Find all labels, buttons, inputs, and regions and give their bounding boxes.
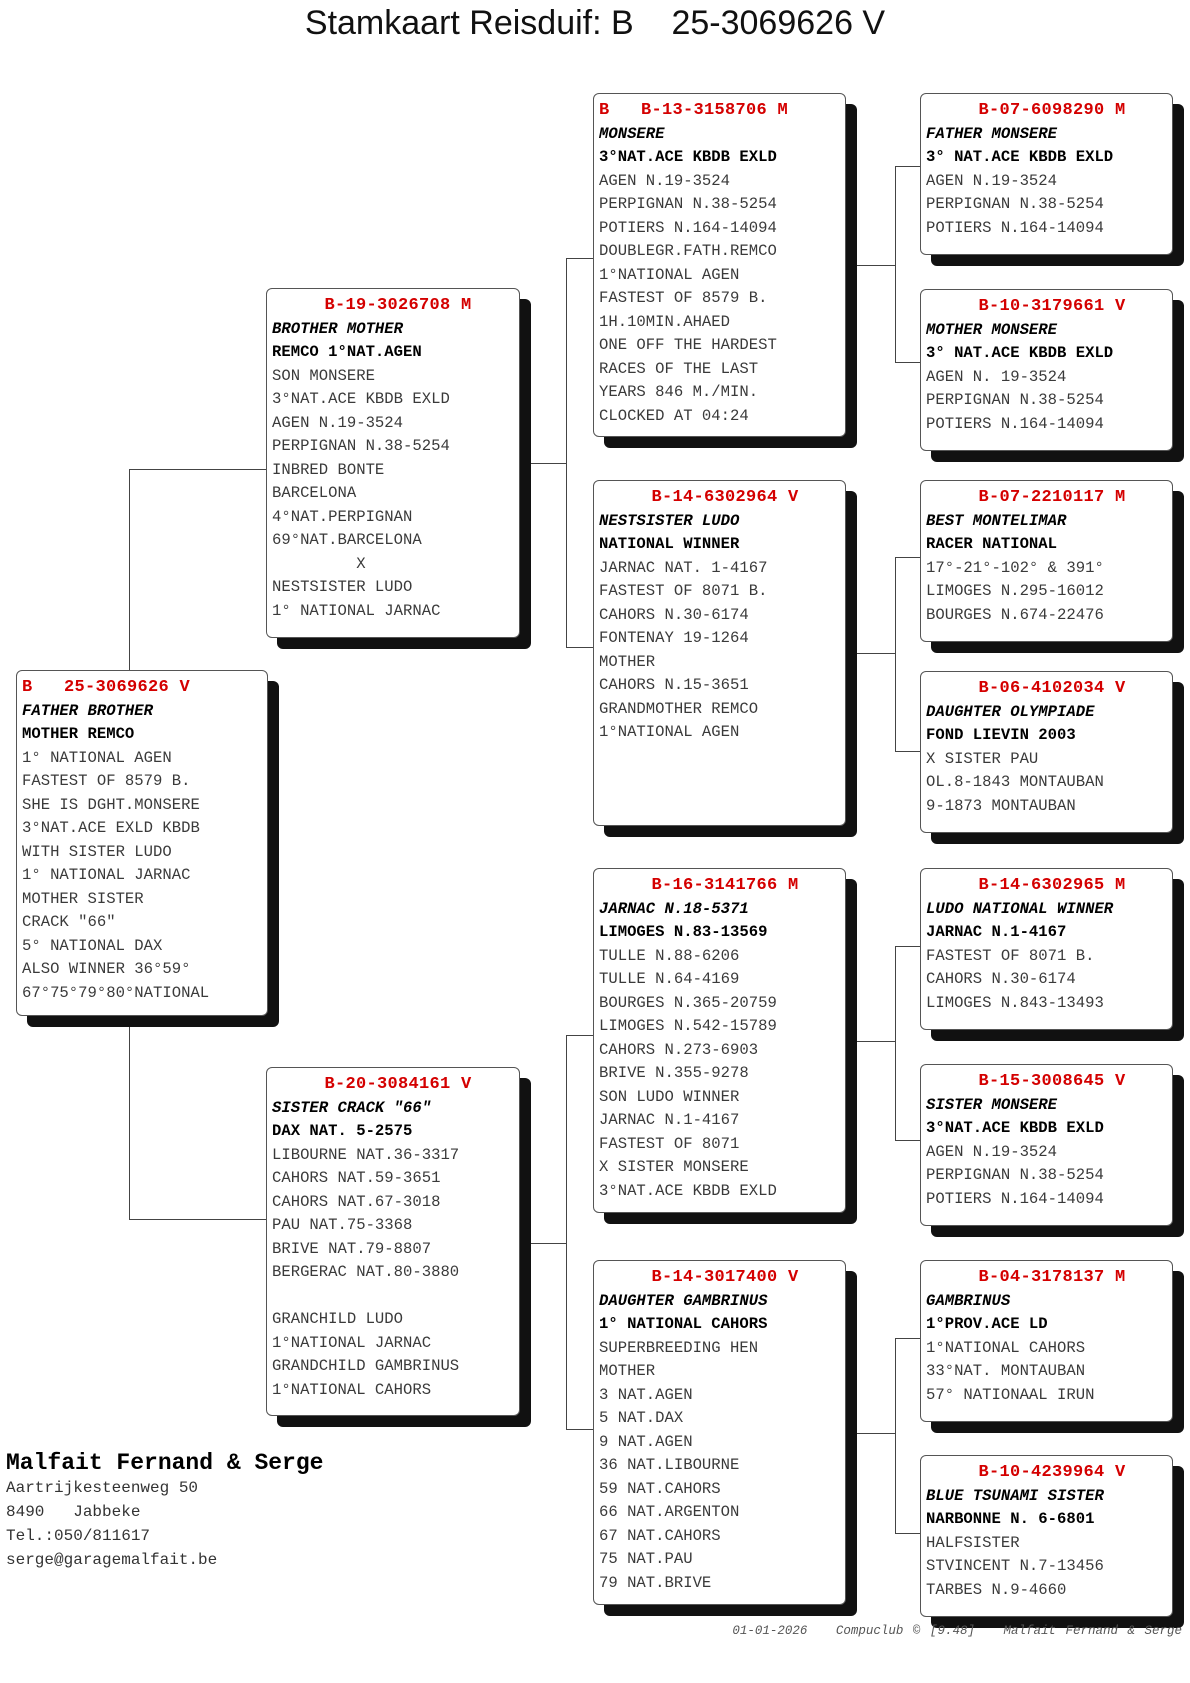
card-line: BROTHER MOTHER [272,319,404,338]
card-line: SON LUDO WINNER [599,1087,740,1106]
card-line [272,1285,514,1309]
card-line: PERPIGNAN N.38-5254 [272,437,450,455]
card-line: BOURGES N.674-22476 [926,605,1104,624]
card-line: LUDO NATIONAL WINNER [926,899,1114,918]
connector [566,1429,594,1430]
card-line: PERPIGNAN N.38-5254 [599,195,777,213]
card-line: 3° NAT.ACE KBDB EXLD [926,344,1114,362]
card-line: LIMOGES N.83-13569 [599,923,768,941]
card-line: CLOCKED AT 04:24 [599,406,749,425]
card-line: LIMOGES N.542-15789 [599,1017,777,1035]
card-line: CAHORS N.30-6174 [599,605,749,624]
card-line: AGEN N.19-3524 [272,413,404,432]
card-line: PERPIGNAN N.38-5254 [926,195,1104,213]
card-line: TULLE N.64-4169 [599,970,740,988]
card-line: 79 NAT.BRIVE [599,1573,712,1592]
card-line: LIMOGES N.295-16012 [926,582,1104,600]
card-line: RACES OF THE LAST [599,359,759,378]
card-line: 3 NAT.AGEN [599,1385,693,1404]
page-title: Stamkaart Reisduif: B 25-3069626 V [304,4,886,42]
card-line: OL.8-1843 MONTAUBAN [926,773,1104,791]
connector [566,1035,567,1429]
card-line: 1° NATIONAL AGEN [22,748,172,767]
pigeon-card-ancestor [920,671,1173,833]
card-line: 17°-21°-102° & 391° [926,558,1104,577]
card-line: PAU NAT.75-3368 [272,1216,413,1234]
card-line: 66 NAT.ARGENTON [599,1503,740,1521]
card-line: NESTSISTER LUDO [599,511,740,530]
connector [895,946,896,1140]
card-line: 1°NATIONAL AGEN [599,265,740,284]
pigeon-card-ancestor [920,1064,1173,1226]
card-line: 1° NATIONAL JARNAC [272,601,441,620]
card-line: ALSO WINNER 36°59° [22,960,191,978]
pigeon-card-grandfather-maternal [593,868,846,1213]
card-line: 33°NAT. MONTAUBAN [926,1362,1086,1380]
ring-number: B-07-2210117 M [926,488,1126,507]
card-line: JARNAC N.18-5371 [599,899,749,918]
card-line: ONE OFF THE HARDEST [599,336,777,354]
pigeon-card-ancestor [920,480,1173,642]
card-line: SISTER CRACK "66" [272,1098,432,1117]
pigeon-card-ancestor [920,93,1173,255]
card-line: POTIERS N.164-14094 [926,218,1104,237]
owner-city: 8490 Jabbeke [6,1503,141,1521]
ring-number: B-10-3179661 V [926,297,1126,316]
card-line: NARBONNE N. 6-6801 [926,1510,1095,1528]
connector [566,1035,594,1036]
card-line [599,792,840,816]
card-line: CAHORS NAT.67-3018 [272,1192,441,1211]
card-line: FATHER MONSERE [926,124,1058,143]
connector [566,258,567,647]
card-line: 3°NAT.ACE KBDB EXLD [926,1119,1104,1137]
card-line: DAX NAT. 5-2575 [272,1122,413,1140]
pigeon-card-ancestor [920,289,1173,451]
connector [530,463,566,464]
card-line: STVINCENT N.7-13456 [926,1557,1104,1575]
card-line: 5 NAT.DAX [599,1409,684,1427]
card-line: SISTER MONSERE [926,1095,1058,1114]
card-line: FASTEST OF 8071 [599,1134,740,1153]
card-line: 1° NATIONAL CAHORS [599,1315,768,1333]
pigeon-card-ancestor [920,1455,1173,1617]
pigeon-card-ancestor [920,1260,1173,1422]
card-line: JARNAC N.1-4167 [599,1111,740,1129]
owner-block [6,1450,323,1572]
ring-number: B-16-3141766 M [599,876,799,895]
card-line: FASTEST OF 8579 B. [599,289,768,307]
connector [895,1140,921,1141]
ring-number: B-15-3008645 V [926,1072,1126,1091]
card-line: JARNAC NAT. 1-4167 [599,558,768,577]
owner-email: serge@garagemalfait.be [6,1551,218,1569]
card-line: MOTHER SISTER [22,889,144,908]
card-line: BERGERAC NAT.80-3880 [272,1263,460,1281]
card-line: X SISTER PAU [926,749,1039,768]
connector [566,258,594,259]
pigeon-card-grandmother-maternal [593,1260,846,1605]
card-line: FATHER BROTHER [22,701,154,720]
connector [895,1533,921,1534]
connector [895,557,896,751]
footer [732,1624,1182,1638]
card-line: NESTSISTER LUDO [272,578,413,596]
card-line: WITH SISTER LUDO [22,842,172,861]
connector [857,653,895,654]
card-line: CRACK "66" [22,913,116,931]
connector [895,946,921,947]
connector [129,1016,130,1219]
card-line: BARCELONA [272,484,357,502]
card-line: INBRED BONTE [272,460,385,479]
connector [857,265,895,266]
card-line [599,745,840,769]
card-line: CAHORS N.273-6903 [599,1040,759,1059]
card-line: MOTHER [599,652,656,671]
owner-address: Aartrijkesteenweg 50 [6,1479,199,1497]
connector [895,751,921,752]
card-line: 57° NATIONAAL IRUN [926,1385,1095,1404]
card-line: AGEN N.19-3524 [926,171,1058,190]
card-line: GRANCHILD LUDO [272,1310,404,1328]
card-line: POTIERS N.164-14094 [926,1189,1104,1208]
ring-number: B-20-3084161 V [272,1075,472,1094]
connector [895,362,921,363]
card-line: FASTEST OF 8579 B. [22,772,191,790]
connector [895,1338,921,1339]
card-line: 67 NAT.CAHORS [599,1526,721,1545]
card-line: GRANDMOTHER REMCO [599,699,759,718]
card-line: REMCO 1°NAT.AGEN [272,343,422,361]
connector [566,647,594,648]
card-line: DOUBLEGR.FATH.REMCO [599,242,777,260]
card-line: BLUE TSUNAMI SISTER [926,1486,1104,1505]
card-line: BEST MONTELIMAR [926,511,1067,530]
connector [895,557,921,558]
card-line: JARNAC N.1-4167 [926,923,1067,941]
card-line: 69°NAT.BARCELONA [272,531,422,549]
connector [895,166,921,167]
card-line: 1° NATIONAL JARNAC [22,866,191,884]
card-line: PERPIGNAN N.38-5254 [926,1166,1104,1184]
connector [129,469,130,670]
card-line: BRIVE N.355-9278 [599,1064,749,1082]
card-line: 36 NAT.LIBOURNE [599,1456,740,1474]
card-line: SON MONSERE [272,366,375,385]
card-line: 1°NATIONAL AGEN [599,723,740,741]
card-line: FOND LIEVIN 2003 [926,726,1076,744]
connector [530,1243,566,1244]
ring-number: B B-13-3158706 M [599,101,789,120]
card-line: 3°NAT.ACE KBDB EXLD [599,1181,777,1200]
card-line: FONTENAY 19-1264 [599,629,749,647]
card-line: 5° NATIONAL DAX [22,936,163,955]
card-line: 4°NAT.PERPIGNAN [272,507,413,526]
ring-number: B-14-6302964 V [599,488,799,507]
card-line: 3° NAT.ACE KBDB EXLD [926,148,1114,166]
card-line: 1°NATIONAL JARNAC [272,1333,432,1352]
pigeon-card-ancestor [920,868,1173,1030]
card-line: NATIONAL WINNER [599,535,740,553]
card-line: DAUGHTER OLYMPIADE [926,702,1095,721]
connector [129,1219,267,1220]
ring-number: B-07-6098290 M [926,101,1126,120]
card-line: AGEN N.19-3524 [599,171,731,190]
card-line: POTIERS N.164-14094 [599,218,777,237]
connector [895,1338,896,1533]
connector [895,166,896,362]
card-line: 75 NAT.PAU [599,1550,693,1568]
card-line: 3°NAT.ACE KBDB EXLD [599,148,777,166]
card-line: 3°NAT.ACE EXLD KBDB [22,819,200,837]
card-line: HALFSISTER [926,1533,1020,1552]
card-line: 67°75°79°80°NATIONAL [22,983,210,1002]
card-line: FASTEST OF 8071 B. [599,582,768,600]
card-line: MOTHER [599,1362,656,1380]
ring-number: B-19-3026708 M [272,296,472,315]
card-line: 59 NAT.CAHORS [599,1479,721,1498]
card-line: POTIERS N.164-14094 [926,414,1104,433]
card-line: SUPERBREEDING HEN [599,1338,759,1357]
card-line: GAMBRINUS [926,1291,1011,1310]
ring-number: B-14-6302965 M [926,876,1126,895]
card-line: YEARS 846 M./MIN. [599,383,759,401]
card-line: 3°NAT.ACE KBDB EXLD [272,390,450,408]
card-line: BRIVE NAT.79-8807 [272,1239,432,1258]
ring-number: B-10-4239964 V [926,1463,1126,1482]
card-line: CAHORS NAT.59-3651 [272,1169,441,1187]
card-line: 9 NAT.AGEN [599,1432,693,1451]
pigeon-card-mother [266,1067,520,1416]
connector [857,1041,895,1042]
ring-number: B-04-3178137 M [926,1268,1126,1287]
pigeon-card-grandmother-paternal [593,480,846,826]
footer-software: Compuclub © [9.48] [835,1624,975,1638]
card-line: MOTHER MONSERE [926,320,1058,339]
card-line: X SISTER MONSERE [599,1158,749,1176]
pigeon-card-subject [16,670,268,1016]
card-line: RACER NATIONAL [926,535,1058,553]
card-line: 1°NATIONAL CAHORS [926,1338,1086,1357]
card-line: AGEN N. 19-3524 [926,367,1067,386]
card-line: SHE IS DGHT.MONSERE [22,795,200,814]
owner-phone: Tel.:050/811617 [6,1527,151,1545]
card-line: GRANDCHILD GAMBRINUS [272,1357,460,1375]
card-line: X [272,554,366,573]
card-line: CAHORS N.30-6174 [926,970,1076,988]
card-line: LIMOGES N.843-13493 [926,993,1104,1012]
connector [857,1433,895,1434]
card-line: MONSERE [599,124,665,143]
pigeon-card-father [266,288,520,638]
card-line: AGEN N.19-3524 [926,1142,1058,1161]
card-line: TARBES N.9-4660 [926,1580,1067,1599]
owner-name: Malfait Fernand & Serge [6,1450,324,1476]
footer-date: 01-01-2026 [732,1624,808,1638]
card-line: MOTHER REMCO [22,725,135,743]
card-line [599,768,840,792]
card-line: 1H.10MIN.AHAED [599,312,731,331]
card-line: LIBOURNE NAT.36-3317 [272,1145,460,1164]
card-line: TULLE N.88-6206 [599,946,740,965]
card-line: FASTEST OF 8071 B. [926,946,1095,965]
card-line: 1°NATIONAL CAHORS [272,1380,432,1399]
card-line: 1°PROV.ACE LD [926,1315,1048,1333]
pigeon-card-grandfather-paternal [593,93,846,437]
connector [129,469,267,470]
footer-owner: Malfait Fernand & Serge [1003,1624,1182,1638]
card-line: 9-1873 MONTAUBAN [926,796,1076,815]
ring-number: B-14-3017400 V [599,1268,799,1287]
ring-number: B-06-4102034 V [926,679,1126,698]
card-line: BOURGES N.365-20759 [599,993,777,1012]
ring-number: B 25-3069626 V [22,678,191,697]
card-line: CAHORS N.15-3651 [599,676,749,694]
card-line: DAUGHTER GAMBRINUS [599,1291,768,1310]
card-line: PERPIGNAN N.38-5254 [926,391,1104,409]
